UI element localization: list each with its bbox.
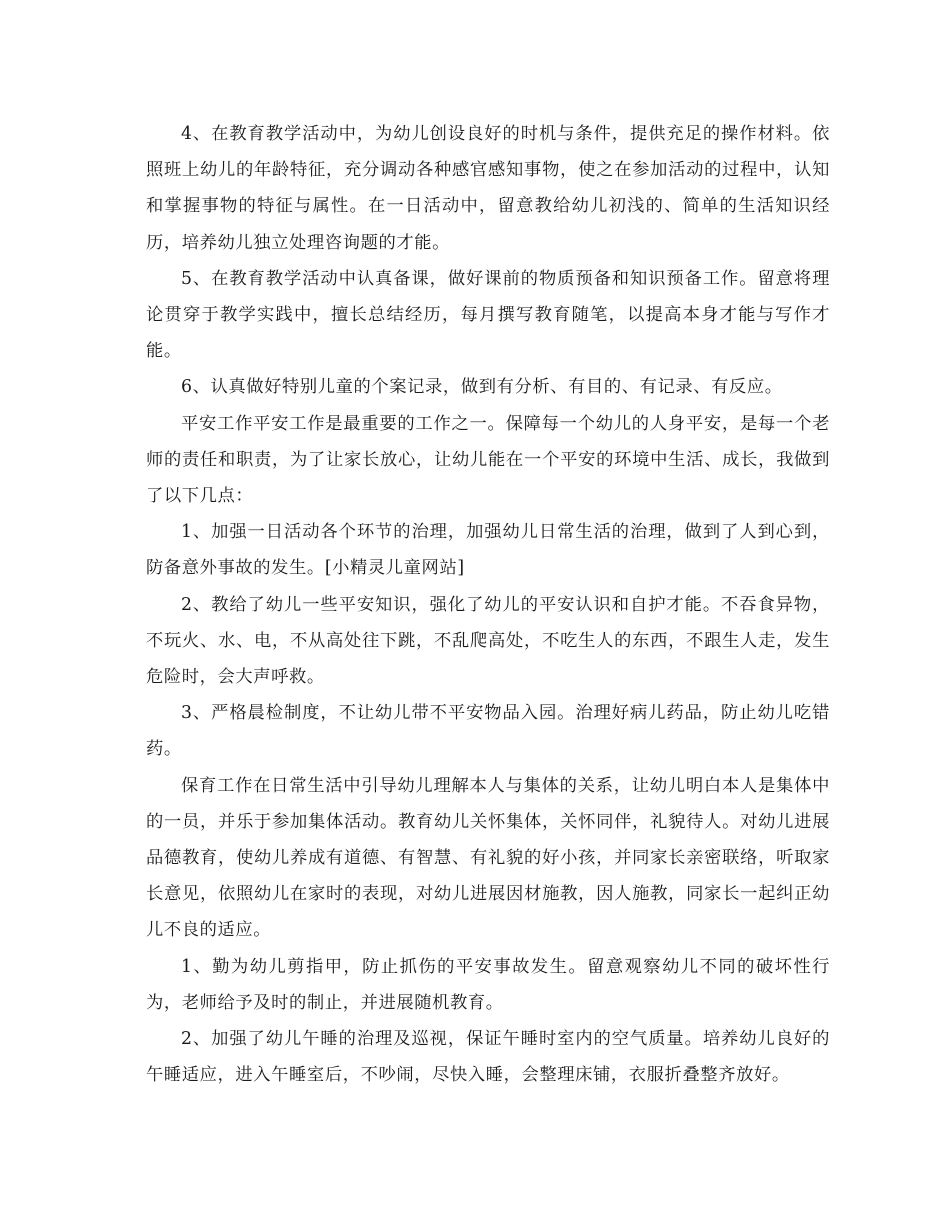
paragraph-safety-3: 3、严格晨检制度，不让幼儿带不平安物品入园。治理好病儿药品，防止幼儿吃错药。 — [146, 703, 830, 760]
paragraph-safety-2: 2、教给了幼儿一些平安知识，强化了幼儿的平安认识和自护才能。不吞食异物，不玩火、水、电，不从高处往下跳，不乱爬高处，不吃生人的东西，不跟生人走，发生危险时，会大声呼救。 — [146, 594, 830, 688]
paragraph-item6-case-records: 6、认真做好特别儿童的个案记录，做到有分析、有目的、有记录、有反应。 — [181, 377, 783, 398]
paragraph-item4-teaching-activities: 4、在教育教学活动中，为幼儿创设良好的时机与条件，提供充足的操作材料。依照班上幼儿的年龄特征，充分调动各种感官感知事物，使之在参加活动的过程中，认知和掌握事物的特征与属性。在一日活动中，留意教给幼儿初浅的、简单的生活知识经历，培养幼儿独立处理咨询题的才能。 — [146, 124, 830, 253]
paragraph-safety-1: 1、加强一日活动各个环节的治理，加强幼儿日常生活的治理，做到了人到心到，防备意外事故的发生。[小精灵儿童网站] — [146, 522, 830, 579]
paragraph-care-2: 2、加强了幼儿午睡的治理及巡视，保证午睡时室内的空气质量。培养幼儿良好的午睡适应，进入午睡室后，不吵闹，尽快入睡，会整理床铺，衣服折叠整齐放好。 — [146, 1029, 830, 1086]
paragraph-item5-lesson-prep: 5、在教育教学活动中认真备课，做好课前的物质预备和知识预备工作。留意将理论贯穿于教学实践中，擅长总结经历，每月撰写教育随笔，以提高本身才能与写作才能。 — [146, 268, 830, 362]
paragraph-care-1: 1、勤为幼儿剪指甲，防止抓伤的平安事故发生。留意观察幼儿不同的破坏性行为，老师给予及时的制止，并进展随机教育。 — [146, 956, 830, 1013]
paragraph-care-work: 保育工作在日常生活中引导幼儿理解本人与集体的关系，让幼儿明白本人是集体中的一员，并乐于参加集体活动。教育幼儿关怀集体，关怀同伴，礼貌待人。对幼儿进展品德教育，使幼儿养成有道德、有智慧、有礼貌的好小孩，并同家长亲密联络，听取家长意见，依照幼儿在家时的表现，对幼儿进展因材施教，因人施教，同家长一起纠正幼儿不良的适应。 — [146, 775, 830, 941]
paragraph-safety-work: 平安工作平安工作是最重要的工作之一。保障每一个幼儿的人身平安，是每一个老师的责任和职责，为了让家长放心，让幼儿能在一个平安的环境中生活、成长，我做到了以下几点： — [146, 413, 830, 507]
